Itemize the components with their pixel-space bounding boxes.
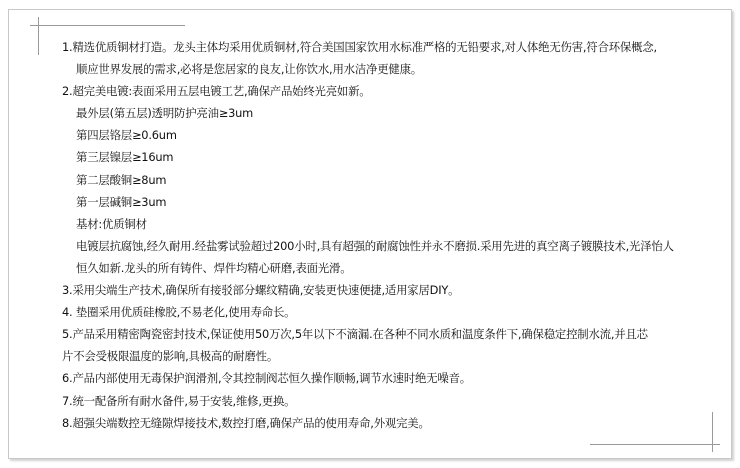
text-line: 第四层铬层≥0.6um — [76, 128, 177, 143]
text-line: 8.超强尖端数控无缝隙焊接技术,数控打磨,确保产品的使用寿命,外观完美。 — [62, 415, 430, 430]
text-line: 电镀层抗腐蚀,经久耐用.经盐雾试验超过200小时,具有超强的耐腐蚀性并永不磨损.采用先进的真空离子镀膜技术,光泽怡人 — [76, 238, 674, 253]
text-line: 1.精选优质铜材打造。龙头主体均采用优质铜材,符合美国国家饮用水标准严格的无铅要求,对人体绝无伤害,符合环保概念, — [62, 40, 657, 54]
crop-mark-bottom-right-horizontal — [590, 444, 720, 445]
text-line: 基材:优质铜材 — [76, 216, 147, 231]
text-line: 片不会受极限温度的影响,具极高的耐磨性。 — [62, 349, 279, 364]
text-line: 2.超完美电镀:表面采用五层电镀工艺,确保产品始终光亮如新。 — [62, 84, 371, 99]
text-line: 4. 垫圈采用优质硅橡胶,不易老化,使用寿命长。 — [62, 305, 296, 320]
crop-mark-top-left-vertical — [38, 17, 39, 55]
text-line: 3.采用尖端生产技术,确保所有接驳部分螺纹精确,安装更快速便捷,适用家居DIY。 — [62, 283, 460, 298]
text-line: 第一层碱铜≥3um — [76, 194, 167, 209]
text-line: 5.产品采用精密陶瓷密封技术,保证使用50万次,5年以下不滴漏.在各种不同水质和温度条件下,确保稳定控制水流,并且芯 — [62, 327, 648, 342]
text-line: 6.产品内部使用无毒保护润滑剂,令其控制阀芯恒久操作顺畅,调节水速时绝无噪音。 — [62, 371, 471, 386]
text-line: 顺应世界发展的需求,必将是您居家的良友,让你饮水,用水洁净更健康。 — [76, 62, 422, 77]
document-body — [62, 36, 722, 434]
text-line: 7.统一配备所有耐水备件,易于安装,维修,更换。 — [62, 393, 296, 408]
text-line: 恒久如新.龙头的所有铸件、焊件均精心研磨,表面光滑。 — [76, 260, 352, 275]
text-line: 第三层镍层≥16um — [76, 150, 174, 165]
text-line: 最外层(第五层)透明防护亮油≥3um — [76, 106, 254, 121]
text-line: 第二层酸铜≥8um — [76, 172, 167, 187]
crop-mark-top-left-horizontal — [30, 25, 185, 26]
